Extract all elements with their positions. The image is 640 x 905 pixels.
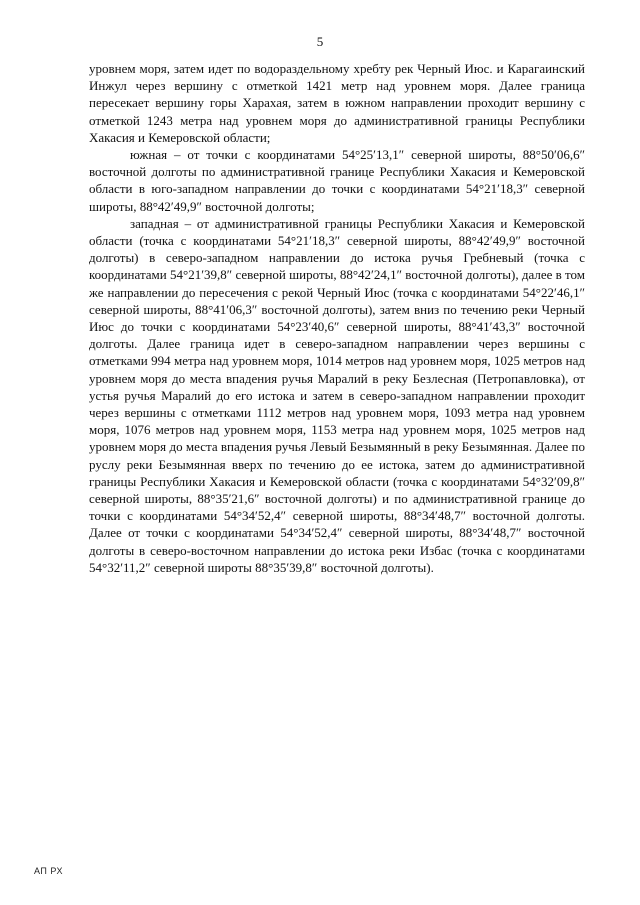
footer-mark: АП РХ <box>34 866 63 876</box>
document-body <box>89 60 585 576</box>
paragraph-west-boundary: западная – от административной границы Республики Хакасия и Кемеровской области (точка с координатами 54°21′18,3″ северной широты, 88°42′49,9″ восточной долготы) в северо-западном направлении до истока ручья Гребневый (точка с координатами 54°21′39,8″ северной широты, 88°42′24,1″ восточной долготы), далее в том же направлении до пересечения с рекой Черный Июс (точка с координатами 54°22′46,1″ северной широты, 88°41′06,3″ восточной долготы), затем вниз по течению реки Черный Июс до точки с координатами 54°23′40,6″ северной широты, 88°41′43,3″ восточной долготы. Далее граница идет в северо-западном направлении через вершины с отметками 994 метра над уровнем моря, 1014 метров над уровнем моря, 1025 метров над уровнем моря до места впадения ручья Маралий в реку Безлесная (Петропавловка), от устья ручья Маралий до его истока и затем в северо-западном направлении проходит через вершины с отметками 1112 метров над уровнем моря, 1093 метра над уровнем моря, 1076 метров над уровнем моря, 1153 метра над уровнем моря, 1025 метров над уровнем моря до места впадения ручья Левый Безымянный в реку Безымянная. Далее по руслу реки Безымянная вверх по течению до ее истока, затем до административной границы Республики Хакасия и Кемеровской области (точка с координатами 54°32′09,8″ северной широты, 88°35′21,6″ восточной долготы) и по административной границе до точки с координатами 54°34′52,4″ северной широты, 88°34′48,7″ восточной долготы. Далее от точки с координатами 54°34′52,4″ северной широты, 88°34′48,7″ восточной долготы в северо-восточном направлении до истока реки Избас (точка с координатами 54°32′11,2″ северной широты 88°35′39,8″ восточной долготы). <box>89 215 585 575</box>
page-number: 5 <box>316 34 324 49</box>
paragraph-north-continuation: уровнем моря, затем идет по водораздельному хребту рек Черный Июс. и Карагаинский Инжул через вершину с отметкой 1421 метр над уровнем моря. Далее граница пересекает вершину горы Харахая, затем в южном направлении проходит вершину с отметкой 1243 метра над уровнем моря до административной границы Республики Хакасия и Кемеровской области; <box>89 61 585 145</box>
paragraph-south-boundary: южная – от точки с координатами 54°25′13,1″ северной широты, 88°50′06,6″ восточной долготы по административной границе Республики Хакасия и Кемеровской области в юго-западном направлении до точки с координатами 54°21′18,3″ северной широты, 88°42′49,9″ восточной долготы; <box>89 147 585 214</box>
